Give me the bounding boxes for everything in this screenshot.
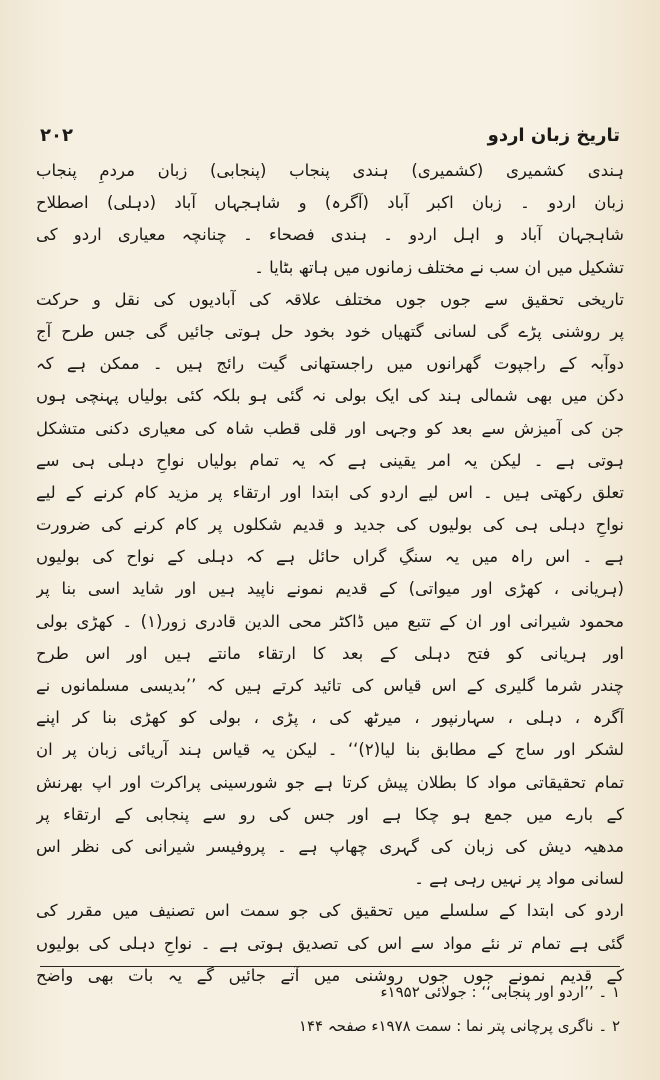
text-line: محمود شیرانی اور ان کے تتبع میں ڈاکٹر محی الدین قادری زور(۱) ۔ کھڑی بولی bbox=[36, 611, 624, 631]
body-text bbox=[36, 155, 624, 992]
text-line: تشکیل میں ان سب نے مختلف زمانوں میں ہاتھ بٹایا ۔ bbox=[254, 257, 624, 277]
text-line: ہے ۔ اس راہ میں یہ سنگِ گراں حائل ہے کہ دہلی کے نواح کی بولیوں bbox=[36, 547, 624, 567]
text-line: تمام تحقیقاتی مواد کا بطلان پیش کرتا ہے جو شورسینی پراکرت اور اپ بھرنش bbox=[36, 772, 624, 792]
text-line: اور ہریانی کو فتح دہلی کے بعد کا ارتقاء مانتے ہیں اور اس طرح bbox=[36, 643, 624, 663]
text-line: چندر شرما گلیری کے اس قیاس کی تائید کرتے ہیں کہ ’’بدیسی مسلمانوں نے bbox=[36, 676, 624, 695]
text-line: دکن میں بھی شمالی ہند کی ایک بولی نہ گئی ہو بلکہ کئی بولیاں پہنچی ہوں bbox=[36, 386, 624, 406]
text-line: مدھیہ دیش کی زبان کی گہری چھاپ ہے ۔ پروفیسر شیرانی کی نظر اس bbox=[36, 836, 624, 856]
text-line: کے بارے میں جمع ہو چکا ہے اور جس کی رو سے پنجابی کے ارتقاء پر bbox=[36, 804, 624, 824]
footnote-1: ۱ ۔ ’’اردو اور پنجابی‘‘ : جولائی ۱۹۵۲ء bbox=[380, 983, 620, 1001]
footnote-divider bbox=[40, 966, 620, 967]
text-line: تعلق رکھتی ہیں ۔ اس لیے اردو کی ابتدا اور ارتقاء پر مزید کام کرنے کے لیے bbox=[36, 482, 624, 502]
text-line: ہوتی ہے ۔ لیکن یہ امر یقینی ہے کہ یہ تمام بولیاں نواحِ دہلی ہی سے bbox=[36, 450, 624, 470]
text-line: دوآبہ کے راجپوت گھرانوں میں راجستھانی گیت رائج ہیں ۔ ممکن ہے کہ bbox=[36, 354, 624, 374]
text-line: کے قدیم نمونے جوں جوں روشنی میں آتے جائیں گے یہ بات بھی واضح bbox=[36, 965, 624, 985]
page-number: ۲۰۲ bbox=[40, 124, 73, 146]
footnote-2: ۲ ۔ ناگری پرچانی پتر نما : سمت ۱۹۷۸ء صفحہ ۱۴۴ bbox=[298, 1017, 620, 1035]
text-line: نواحِ دہلی ہی کی بولیوں کی جدید و قدیم شکلوں پر کام کرنے کی ضرورت bbox=[36, 515, 624, 535]
text-line: لشکر اور ساج کے مطابق بنا لیا(۲)‘‘ ۔ لیکن یہ قیاس ہند آریائی زبان پر ان bbox=[36, 740, 624, 760]
running-title: تاریخ زبان اردو bbox=[487, 124, 620, 146]
text-line: آگرہ ، دہلی ، سہارنپور ، میرٹھ کی ، پڑی ، بولی کو کھڑی بنا کر اپنے bbox=[36, 708, 624, 728]
text-line: ہندی کشمیری (کشمیری) ہندی پنجاب (پنجابی) زبان مردمِ پنجاب bbox=[36, 161, 624, 180]
text-line: (ہریانی ، کھڑی اور میواتی) کے قدیم نمونے ناپید ہیں اور شاید اسی بنا پر bbox=[36, 579, 624, 599]
text-line: جن کی آمیزش سے بعد کو وجہی اور قلی قطب شاہ کی معیاری دکنی متشکل bbox=[36, 418, 624, 438]
text-line: گئی ہے تمام تر نئے مواد سے اس کی تصدیق ہوتی ہے ۔ نواحِ دہلی کی بولیوں bbox=[36, 933, 624, 953]
footnotes bbox=[40, 975, 620, 1043]
text-line: تاریخی تحقیق سے جوں جوں مختلف علاقہ کی آبادیوں کی نقل و حرکت bbox=[36, 289, 624, 309]
page-header bbox=[40, 120, 620, 150]
text-line: شاہجہان آباد و اہل اردو ۔ ہندی فصحاء ۔ چنانچہ معیاری اردو کی bbox=[36, 225, 624, 245]
text-line: پر روشنی پڑے گی لسانی گتھیاں خود بخود حل ہوتی جائیں گی جس طرح آج bbox=[36, 321, 624, 341]
text-line: لسانی مواد پر نہیں رہی ہے ۔ bbox=[414, 869, 624, 889]
text-line: زبان اردو ۔ زبان اکبر آباد (آگرہ) و شاہجہاں آباد (دہلی) اصطلاح bbox=[36, 193, 624, 213]
text-line: اردو کی ابتدا کے سلسلے میں تحقیق کی جو سمت اس تصنیف میں مقرر کی bbox=[36, 901, 624, 921]
